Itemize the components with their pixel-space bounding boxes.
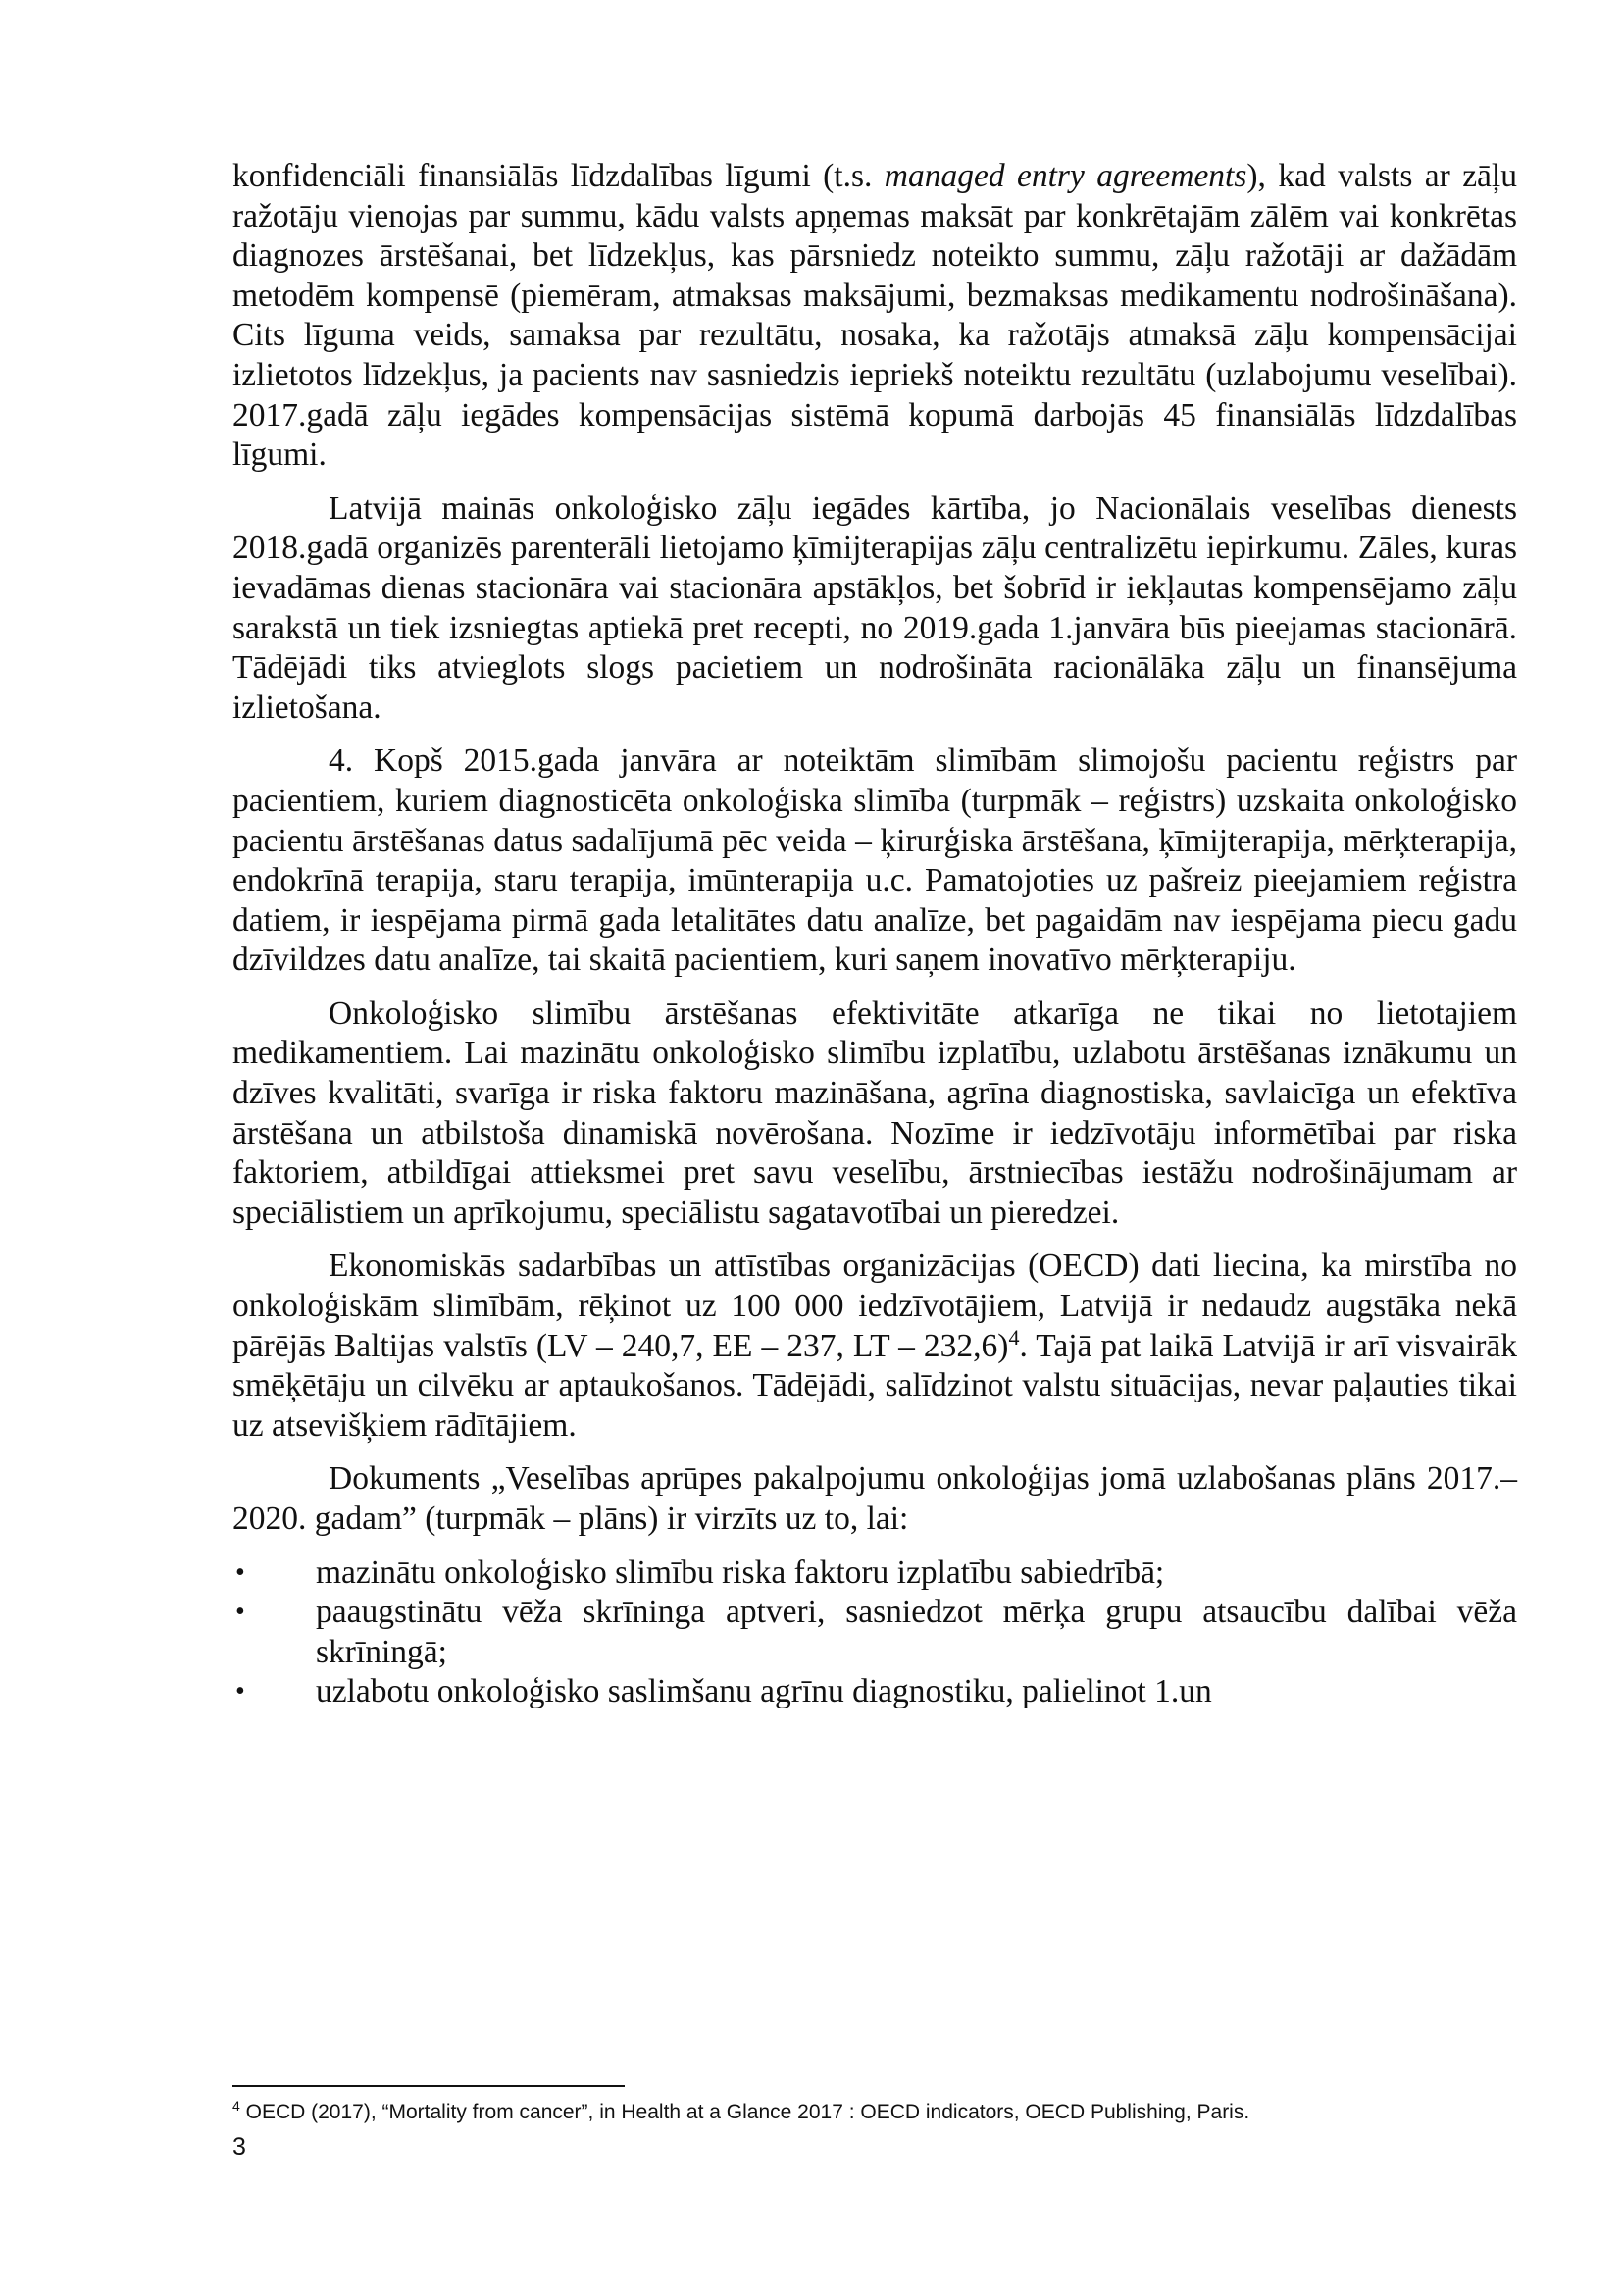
italic-term: managed entry agreements xyxy=(884,158,1247,194)
paragraph-registry: 4. Kopš 2015.gada janvāra ar noteiktām slimībām slimojošu pacientu reģistrs par pacientiem, kuriem diagnosticēta onkoloģiska slimība (turpmāk – reģistrs) uzskaita onkoloģisko pacientu ārstēšanas datus sadalījumā pēc veida – ķirurģiska ārstēšana, ķīmijterapija, mērķterapija, endokrīnā terapija, staru terapija, imūnterapija u.c. Pamatojoties uz pašreiz pieejamiem reģistra datiem, ir iespējama pirmā gada letalitātes datu analīze, bet pagaidām nav iespējama piecu gadu dzīvildzes datu analīze, tai skaitā pacientiem, kuri saņem inovatīvo mērķterapiju. xyxy=(232,742,1517,979)
list-item: • mazinātu onkoloģisko slimību riska faktoru izplatību sabiedrībā; xyxy=(232,1554,1517,1594)
paragraph-oecd-mortality: Ekonomiskās sadarbības un attīstības organizācijas (OECD) dati liecina, ka mirstība no onkoloģiskām slimībām, rēķinot uz 100 000 iedzīvotājiem, Latvijā ir nedaudz augstāka nekā pārējās Baltijas valstīs (LV – 240,7, EE – 237, LT – 232,6)$^4$. Tajā pat laikā Latvijā ir arī visvairāk smēķētāju un cilvēku ar aptaukošanos. Tādējādi, salīdzinot valstu situācijas, nevar paļauties tikai uz atsevišķiem rādītājiem. xyxy=(232,1248,1517,1444)
page-number: 3 xyxy=(232,2133,246,2161)
bullet-icon: • xyxy=(235,1597,245,1628)
footnote-separator xyxy=(232,2085,625,2087)
bullet-icon: • xyxy=(235,1556,245,1588)
footnote xyxy=(232,2100,1527,2125)
footnote-marker: 4 xyxy=(232,2098,240,2114)
list-item: • paaugstinātu vēža skrīninga aptveri, sasniedzot mērķa grupu atsaucību dalībai vēža skrīningā; xyxy=(235,1594,1517,1670)
footnote-reference[interactable]: 4 xyxy=(1008,1324,1020,1350)
paragraph-plan-intro: Dokuments „Veselības aprūpes pakalpojumu onkoloģijas jomā uzlabošanas plāns 2017.–2020. gadam” (turpmāk – plāns) ir virzīts uz to, lai: xyxy=(232,1460,1517,1537)
list-item: • uzlabotu onkoloģisko saslimšanu agrīnu diagnostiku, palielinot 1.un xyxy=(232,1672,1517,1712)
document-body xyxy=(232,157,1517,1712)
bullet-icon: • xyxy=(235,1676,245,1708)
plan-goals-list xyxy=(232,1554,1517,1712)
paragraph-treatment-efficiency: Onkoloģisko slimību ārstēšanas efektivitāte atkarīga ne tikai no lietotajiem medikamentiem. Lai mazinātu onkoloģisko slimību izplatību, uzlabotu ārstēšanas iznākumu un dzīves kvalitāti, svarīga ir riska faktoru mazināšana, agrīna diagnostiska, savlaicīga un efektīva ārstēšana un atbilstoša dinamiskā novērošana. Nozīme ir iedzīvotāju informētībai par riska faktoriem, atbildīgai attieksmei pret savu veselību, ārstniecības iestāžu nodrošinājumam ar speciālistiem un aprīkojumu, speciālistu sagatavotībai un pieredzei. xyxy=(232,994,1517,1231)
paragraph-managed-entry-agreements: konfidenciāli finansiālās līdzdalības līgumi (t.s. managed entry agreements), kad valsts ar zāļu ražotāju vienojas par summu, kādu valsts apņemas maksāt par konkrētajām zālēm vai konkrētas diagnozes ārstēšanai, bet līdzekļus, kas pārsniedz noteikto summu, zāļu ražotāji ar dažādām metodēm kompensē (piemēram, atmaksas maksājumi, bezmaksas medikamentu nodrošināšana). Cits līguma veids, samaksa par rezultātu, nosaka, ka ražotājs atmaksā zāļu kompensācijai izlietotos līdzekļus, ja pacients nav sasniedzis iepriekš noteiktu rezultātu (uzlabojumu veselībai). 2017.gadā zāļu iegādes kompensācijas sistēmā kopumā darbojās 45 finansiālās līdzdalības līgumi. xyxy=(232,158,1517,474)
paragraph-centralized-procurement: Latvijā mainās onkoloģisko zāļu iegādes kārtība, jo Nacionālais veselības dienests 2018.gadā organizēs parenterāli lietojamo ķīmijterapijas zāļu centralizētu iepirkumu. Zāles, kuras ievadāmas dienas stacionāra vai stacionāra apstākļos, bet šobrīd ir iekļautas kompensējamo zāļu sarakstā un tiek izsniegtas aptiekā pret recepti, no 2019.gada 1.janvāra būs pieejamas stacionārā. Tādējādi tiks atvieglots slogs pacietiem un nodrošināta racionālāka zāļu un finansējuma izlietošana. xyxy=(232,489,1517,726)
footnote-text: OECD (2017), “Mortality from cancer”, in Health at a Glance 2017 : OECD indicators, OECD Publishing, Paris. xyxy=(239,2101,1250,2123)
